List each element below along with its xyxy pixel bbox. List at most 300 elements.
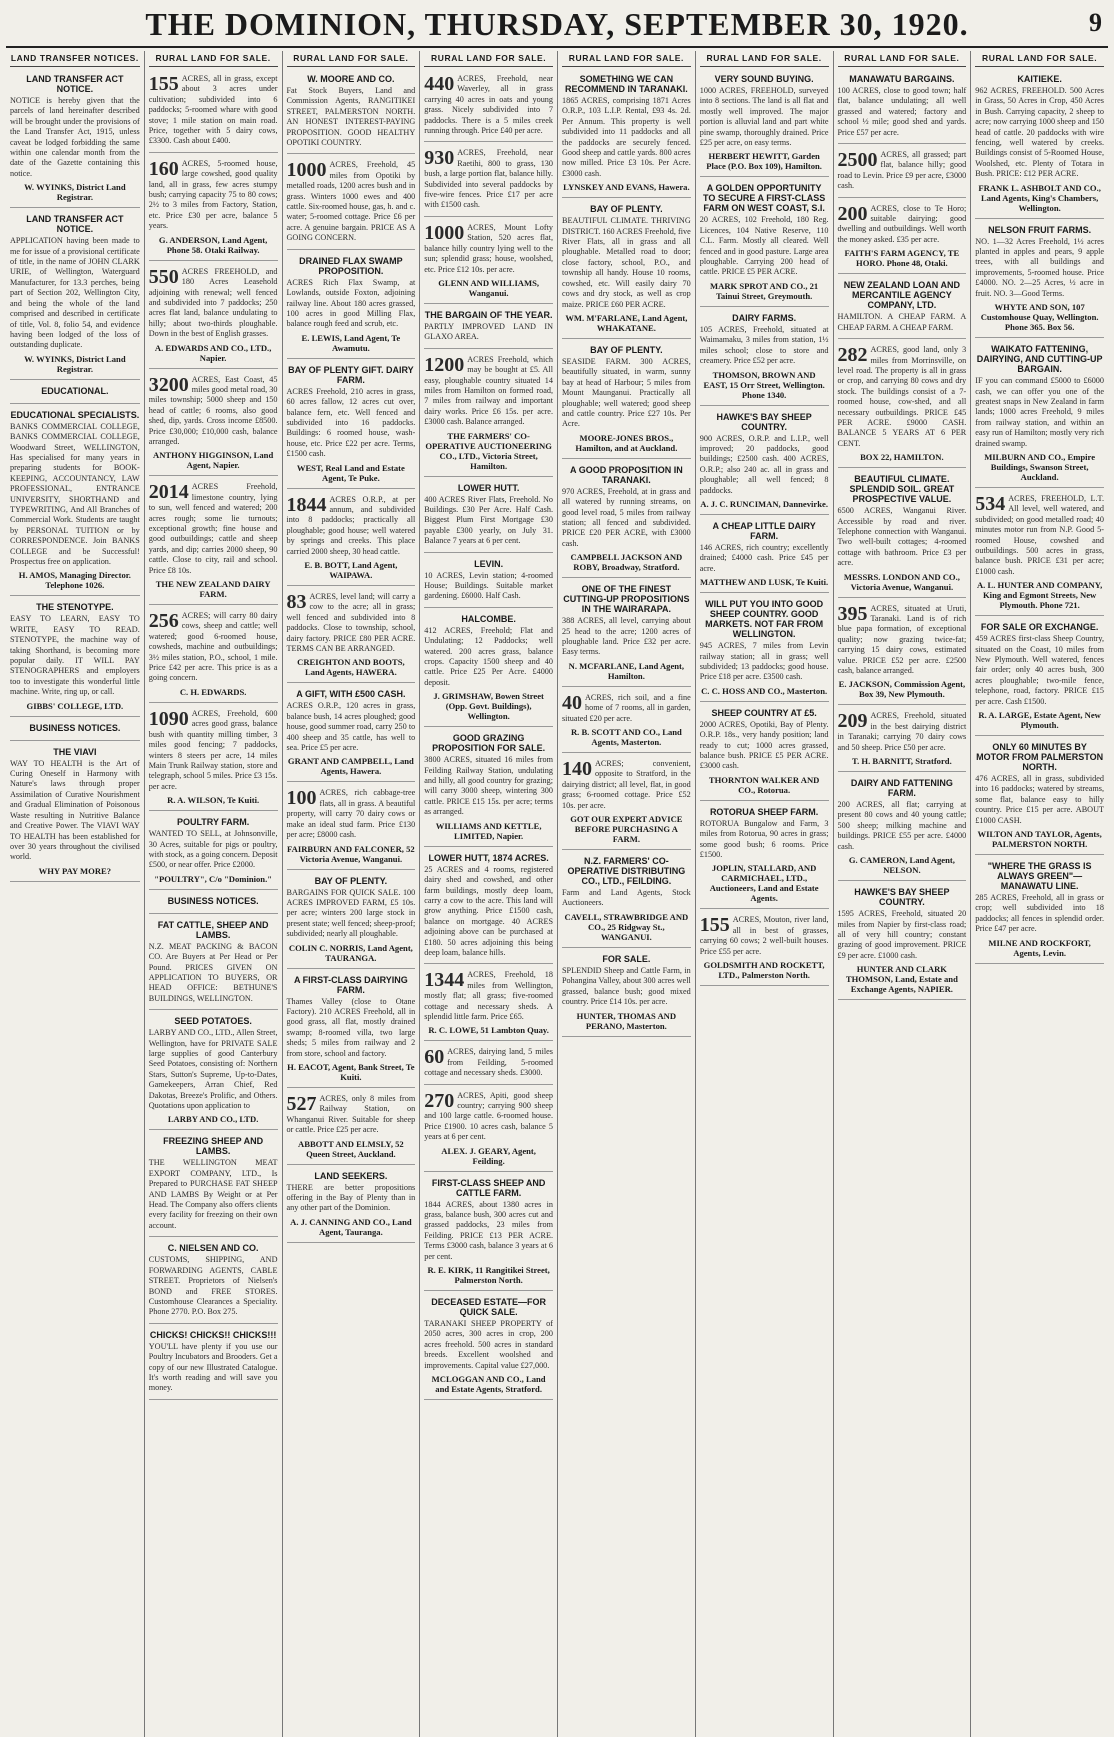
ad-body-text: ACRES, Freehold, 45 miles from Opotiki by metalled roads, 1200 acres bush and in grass. Winters 1000 ewes and 400 cattle. Six-roomed house, gas, h. and c. water; 5-roomed cottage. Price £6 per acre. A genuine bargain. PRICE AS A GOING CONCERN. <box>286 160 416 243</box>
ad-body <box>700 434 829 496</box>
ad-acreage-number: 1090 <box>148 707 189 730</box>
ad-signature: CREIGHTON AND BOOTS, Land Agents, HAWERA. <box>297 657 405 678</box>
ad-body <box>838 204 967 246</box>
ad-body-text: ACRES, all in grass, except about 3 acres under cultivation; subdivided into 6 paddocks; 5-roomed whare with good stove; 1 mile station on main road. Price, together with 5 dairy cows, £3300. Cash about £400. <box>148 74 278 146</box>
ad-signature: C. C. HOSS AND CO., Masterton. <box>701 685 828 696</box>
ad-title: HAWKE'S BAY SHEEP COUNTRY. <box>854 887 950 908</box>
classified-ad <box>700 409 829 515</box>
classified-ad <box>838 471 967 597</box>
ad-signature: WILLIAMS AND KETTLE, LIMITED, Napier. <box>435 820 542 841</box>
column-8 <box>970 51 1108 1737</box>
ad-body-text: ACRES FREEHOLD, and 180 Acres Leasehold adjoining with renewal; well fenced and subdivided into 7 paddocks; 250 acres flat land, balance undulating to hilly; about two-thirds ploughable. Down in the best of English grasses. <box>148 266 278 339</box>
ad-signature: MILNE AND ROCKFORT, Agents, Levin. <box>988 937 1091 958</box>
ad-signature: ALEX. J. GEARY, Agent, Feilding. <box>441 1145 536 1166</box>
ad-body <box>700 819 829 861</box>
ad-signature: WEST, Real Land and Estate Agent, Te Puke. <box>296 462 405 483</box>
classified-ad <box>700 310 829 406</box>
ad-title: SHEEP COUNTRY AT £5. <box>711 707 817 718</box>
ad-body-text: ACRES, dairying land, 5 miles from Feilding, 5-roomed cottage and necessary sheds. £3000. <box>424 1047 553 1078</box>
ad-body-text: 25 ACRES and 4 rooms, registered dairy shed and cowshed, and other farm buildings, mostly deep loam, carry a cow to the acre. This land will grow anything. Price £1500 cash, balance on mortgage. 40 ACRES adjoining above can be purchased at £180. 50 acres adjoining this being deep loam, balance hills. <box>424 864 553 957</box>
classified-ad <box>838 884 967 1000</box>
ad-body <box>562 487 691 549</box>
ad-body <box>149 942 278 1004</box>
classified-ad <box>562 342 691 459</box>
page-number: 9 <box>1089 8 1102 37</box>
classified-ad <box>424 611 553 727</box>
ad-body <box>562 966 691 1008</box>
classified-ad <box>287 589 416 683</box>
ad-body-text: PARTLY IMPROVED LAND IN GLAXO AREA. <box>424 321 553 342</box>
ad-acreage-number: 200 <box>837 202 868 225</box>
ad-body <box>10 759 140 863</box>
ad-title: KAITIEKE. <box>1017 74 1062 84</box>
ad-signature: W. WYINKS, District Land Registrar. <box>24 182 126 203</box>
ad-body <box>287 278 416 330</box>
ad-body <box>287 495 416 557</box>
ad-body <box>562 96 691 179</box>
ad-body-text: ACRES, Freehold, 18 miles from Wellington, mostly flat; all grass; five-roomed cottage and necessary sheds. A splendid little farm. Price £65. <box>424 970 553 1021</box>
classified-ad <box>287 1168 416 1243</box>
ad-body-text: 476 ACRES, all in grass, subdivided into 16 paddocks; watered by streams, some flat, balance easy to hilly country. Price £15 per acre. ABOUT £1000 CASH. <box>975 774 1104 825</box>
ad-body <box>700 915 829 957</box>
ad-body <box>700 641 829 683</box>
ad-signature: HERBERT HEWITT, Garden Place (P.O. Box 109), Hamilton. <box>706 151 822 172</box>
ad-body-text: ACRES Freehold, limestone country, lying to sun, well fenced and watered; 200 acres rough; some lie turnouts; exceptional growth; fine house and good outbuildings; cattle and sheep yards, and dip; carries 2000 sheep, 90 cattle. Close to city, rail and school. Price £8 10s. <box>148 482 278 575</box>
ad-signature: ABBOTT AND ELMSLY, 52 Queen Street, Auckland. <box>298 1138 404 1159</box>
ad-signature: R. C. LOWE, 51 Lambton Quay. <box>428 1025 549 1036</box>
ad-body-text: ACRES, close to Te Horo; suitable dairying; good dwelling and outbuildings. Well worth the money asked. £35 per acre. <box>837 203 967 244</box>
ad-body <box>10 422 140 568</box>
column-heading: RURAL LAND FOR SALE. <box>975 51 1104 67</box>
classified-ad <box>149 479 278 605</box>
classified-ad <box>149 1013 278 1130</box>
column-heading: RURAL LAND FOR SALE. <box>424 51 553 67</box>
ad-body <box>838 800 967 852</box>
ad-body-text: 146 ACRES, rich country; excellently drained; £4000 cash. Price £45 per acre. <box>699 542 829 573</box>
ad-body <box>287 592 416 654</box>
column-7 <box>833 51 971 1737</box>
ad-signature: MOORE-JONES BROS., Hamilton, and at Auckland. <box>575 432 678 453</box>
column-heading: RURAL LAND FOR SALE. <box>700 51 829 67</box>
classified-ad <box>287 785 416 869</box>
ad-title: THE STENOTYPE. <box>36 602 114 613</box>
ad-body-text: 100 ACRES, close to good town; half flat, balance undulating; all well grassed and watered; factory and school ½ mile; good shed and yards. Price £57 per acre. <box>837 86 967 137</box>
ad-body <box>149 159 278 232</box>
ad-signature: GOLDSMITH AND ROCKETT, LTD., Palmerston North. <box>703 960 825 981</box>
classified-ad <box>10 407 140 597</box>
ad-body <box>424 970 553 1022</box>
ad-title: FREEZING SHEEP AND LAMBS. <box>163 1136 264 1157</box>
classified-ad <box>838 601 967 706</box>
ad-signature: R. A. WILSON, Te Kuiti. <box>167 795 260 806</box>
classified-ad <box>149 814 278 890</box>
ad-body-text: ACRES, situated at Uruti, Taranaki. Land is of rich blue papa formation, of exceptional quality; now grazing twice-fat; carrying 15 dairy cows, estimated value. PRICE £52 per acre. £2500 cash, balance arranged. <box>837 603 967 676</box>
classified-ad <box>975 739 1104 855</box>
ad-body <box>700 720 829 772</box>
ad-title: W. MOORE AND CO. <box>307 74 395 84</box>
ad-body <box>838 345 967 449</box>
ad-title: HAWKE'S BAY SHEEP COUNTRY. <box>716 411 812 432</box>
classified-ad <box>149 264 278 369</box>
classified-ad <box>562 71 691 198</box>
ad-body-text: 10 ACRES, Levin station; 4-roomed House; Buildings. Suitable market gardening. £6000. Half Cash. <box>424 570 553 601</box>
ad-title: FIRST-CLASS SHEEP AND CATTLE FARM. <box>431 1177 546 1198</box>
ad-title: LAND TRANSFER ACT NOTICE. <box>26 214 124 235</box>
ad-body <box>424 148 553 210</box>
ad-body-text: Farm and Land Agents, Stock Auctioneers. <box>562 888 691 908</box>
ad-body-text: THERE are better propositions offering in the Bay of Plenty than in any other part of the Dominion. <box>286 1182 416 1213</box>
ad-body-text: BANKS COMMERCIAL COLLEGE, BANKS COMMERCIAL COLLEGE, Woodward Street, WELLINGTON, Has specialised for many years in preparing students for BOOK-KEEPING, ACCOUNTANCY, LAW PROFESSIONAL, ENTRANCE UNIVERSITY, SHORTHAND and TYPEWRITING, And All Branches of Commercial Work. Students are taught by PERSONAL TUITION or by CORRESPONDENCE. Join BANKS COLLEGE and be Successful! Prospectus free on application. <box>10 421 140 566</box>
ad-acreage-number: 1844 <box>286 493 327 516</box>
ad-body-text: THE WELLINGTON MEAT EXPORT COMPANY, LTD., Is Prepared to PURCHASE FAT SHEEP AND LAMBS By Weight or at Per Head. The Company also offers clients every facility for freezing on their own account. <box>148 1158 278 1230</box>
classified-ad <box>562 201 691 339</box>
column-heading: RURAL LAND FOR SALE. <box>838 51 967 67</box>
ad-body-text: 6500 ACRES, Wanganui River. Accessible by road and river. Telephone connection with Wanganui. Two well-built cottages; 4-roomed cottage with bathroom. Price £3 per acre. <box>837 506 967 568</box>
ad-signature: LYNSKEY AND EVANS, Hawera. <box>563 182 690 193</box>
ad-title: A FIRST-CLASS DAIRYING FARM. <box>293 974 408 995</box>
ad-title: "WHERE THE GRASS IS ALWAYS GREEN"—MANAWATU LINE. <box>987 861 1092 892</box>
classified-ad <box>700 180 829 306</box>
ad-title: ONLY 60 MINUTES BY MOTOR FROM PALMERSTON NORTH. <box>976 742 1104 773</box>
ad-body <box>10 96 140 179</box>
newspaper-title: THE DOMINION, THURSDAY, SEPTEMBER 30, 1920. <box>145 6 969 42</box>
ad-signature: WHYTE AND SON, 107 Customhouse Quay, Wellington. Phone 365. Box 56. <box>980 302 1099 333</box>
classified-ad <box>149 893 278 914</box>
classified-ad <box>975 619 1104 736</box>
ad-signature: J. GRIMSHAW, Bowen Street (Opp. Govt. Buildings), Wellington. <box>433 691 544 722</box>
ad-body <box>838 604 967 677</box>
ad-body <box>838 312 967 333</box>
classified-ad <box>10 744 140 882</box>
classified-ad <box>700 804 829 910</box>
ad-signature: WHY PAY MORE? <box>38 865 112 876</box>
ad-title: BAY OF PLENTY. <box>590 344 663 355</box>
ad-body-text: WANTED TO SELL, at Johnsonville, 30 Acres, suitable for pigs or poultry, with stock, as a going concern. Deposit £500, or near offer. Price £2000. <box>148 829 278 870</box>
ad-body <box>287 160 416 243</box>
ad-body <box>838 506 967 568</box>
ad-body-text: 285 ACRES, Freehold, all in grass or crop; well subdivided into 18 paddocks; all fences in splendid order. Price £47 per acre. <box>975 893 1104 934</box>
ad-acreage-number: 930 <box>424 147 455 170</box>
classified-ad <box>10 383 140 404</box>
ad-body <box>149 1255 278 1317</box>
ad-body <box>149 1342 278 1394</box>
ad-body-text: ACRES, good land, only 3 miles from Morrinsville, on level road. The property is all in grass or crop, and carrying 80 cows and dry stock. The buildings consist of a 7-roomed house, cow-shed, and all necessary outbuildings. PRICE £45 PER ACRE. £9000 CASH. BALANCE 5 YEARS AT 6 PER CENT. <box>837 345 967 448</box>
ad-title: NEW ZEALAND LOAN AND MERCANTILE AGENCY COMPANY, LTD. <box>843 280 960 311</box>
ad-body <box>287 1094 416 1136</box>
ad-body <box>562 888 691 909</box>
classified-ad <box>424 1294 553 1400</box>
ad-title: FAT CATTLE, SHEEP AND LAMBS. <box>157 919 269 940</box>
ad-body <box>424 322 553 343</box>
ad-body <box>287 701 416 753</box>
ad-title: SEED POTATOES. <box>174 1016 252 1027</box>
ad-body-text: 20 ACRES, 102 Freehold, 180 Reg. Licences, 104 Native Reserve, 110 C.L. Farm. Mostly all cleared. Well fenced and in good pasture. Large area ploughable. Carrying 200 head of cattle. PRICE £5 PER ACRE. <box>699 215 829 277</box>
ad-body-text: APPLICATION having been made to me for issue of a provisional certificate of title, in the name of JOHN CLARK URIE, of Wellington, Waterguard Manufacturer, for 13.3 perches, being part of Section 202, Wellington City, and being the whole of the land comprised and described in certificate of title, Vol. 8, folio 54, and evidence having been lodged of the loss of outstanding duplicate. <box>10 236 140 350</box>
ad-signature: WM. M'FARLANE, Land Agent, WHAKATANE. <box>565 312 688 333</box>
ad-body <box>975 634 1104 707</box>
ad-signature: R. B. SCOTT AND CO., Land Agents, Masterton. <box>570 727 682 748</box>
classified-ad <box>287 253 416 359</box>
ad-signature: G. CAMERON, Land Agent, NELSON. <box>848 855 955 876</box>
ad-title: WAIKATO FATTENING, DAIRYING, AND CUTTING-UP BARGAIN. <box>976 344 1103 375</box>
classified-ad <box>149 608 278 703</box>
ad-signature: C. H. EDWARDS. <box>179 686 247 697</box>
ad-body <box>562 357 691 430</box>
ad-signature: BOX 22, HAMILTON. <box>860 452 944 463</box>
ad-signature: R. A. LARGE, Estate Agent, New Plymouth. <box>978 710 1101 731</box>
ad-body <box>700 215 829 277</box>
ad-acreage-number: 440 <box>424 73 455 95</box>
ad-signature: G. ANDERSON, Land Agent, Phone 58. Otaki Railway. <box>158 234 268 255</box>
ad-acreage-number: 2500 <box>837 149 878 172</box>
ad-body-text: YOU'LL have plenty if you use our Poultry Incubators and Brooders. Get a copy of our new Illustrated Catalogue. It's worth reading and will save you money. <box>148 1341 278 1393</box>
ad-title: MANAWATU BARGAINS. <box>849 74 955 84</box>
ad-signature: COLIN C. NORRIS, Land Agent, TAURANGA. <box>288 942 413 963</box>
ad-body <box>424 223 553 275</box>
ad-title: ROTORUA SHEEP FARM. <box>709 806 819 817</box>
classified-ad <box>424 556 553 608</box>
ad-acreage-number: 60 <box>424 1046 445 1069</box>
classified-ad <box>287 686 416 782</box>
ad-signature: MATTHEW AND LUSK, Te Kuiti. <box>700 577 829 588</box>
ad-body-text: 2000 ACRES, Opotiki, Bay of Plenty. O.R.P. 18s., very handy position; land ready to cut; 1000 acres grassed, balance bush. PRICE £5 PER ACRE. £3000 cash. <box>699 719 829 771</box>
classified-ad <box>424 220 553 304</box>
classified-ad <box>838 342 967 468</box>
ad-body-text: CUSTOMS, SHIPPING, AND FORWARDING AGENTS, CABLE STREET. Proprietors of Nielsen's BOND and FREE STORES. Customhouse Clearances a Speciality. Phone 2770. P.O. Box 275. <box>148 1255 278 1317</box>
ad-title: A GOOD PROPOSITION IN TARANAKI. <box>570 464 683 485</box>
ad-acreage-number: 100 <box>286 787 317 810</box>
classified-ad <box>287 362 416 489</box>
ad-body-text: HAMILTON. A CHEAP FARM. A CHEAP FARM. A CHEAP FARM. <box>837 312 967 332</box>
classified-ad <box>149 156 278 261</box>
classified-ad <box>424 967 553 1041</box>
ad-title: BAY OF PLENTY. <box>314 875 388 886</box>
classified-ad <box>424 1044 553 1084</box>
ad-title: EDUCATIONAL. <box>41 385 109 396</box>
classified-ad <box>838 775 967 881</box>
ad-body <box>424 355 553 428</box>
classified-ad <box>10 71 140 208</box>
ad-acreage-number: 527 <box>286 1092 317 1115</box>
ad-title: DRAINED FLAX SWAMP PROPOSITION. <box>299 255 403 276</box>
ad-body-text: SEASIDE FARM. 300 ACRES, beautifully situated, in warm, sunny bay at head of Harbour; 5 miles from Mount Maunganui. Practically all ploughable; well watered; good sheep and cattle country. Price £27 10s. Per Acre. <box>562 356 691 429</box>
ad-signature: A. J. C. RUNCIMAN, Dannevirke. <box>700 498 828 509</box>
ad-signature: HUNTER AND CLARK THOMSON, Land, Estate and Exchange Agents, NAPIER. <box>845 964 958 995</box>
ad-body-text: ACRES Freehold, 210 acres in grass, 60 acres fallow, 12 acres cut over, balance fern, etc. Well fenced and subdivided into 16 paddocks. Buildings: 6 roomed house, wash-house, etc. Price £22 per acre. Terms, £1500 cash. <box>286 386 416 459</box>
classified-ad <box>424 1088 553 1172</box>
ad-body-text: 3800 ACRES, situated 16 miles from Feilding Railway Station, undulating and hilly, all good country for grazing; will carry 3000 sheep, wintering 300 cattle. PRICE £15 15s. per acre; terms as arranged. <box>424 755 553 817</box>
ad-title: EDUCATIONAL SPECIALISTS. <box>10 409 140 420</box>
ad-signature: THOMSON, BROWN AND EAST, 15 Orr Street, Wellington. Phone 1340. <box>703 369 825 400</box>
classified-ad <box>149 917 278 1010</box>
classified-ad <box>424 730 553 846</box>
ad-body-text: ACRES, Freehold, situated in the best dairying district in Taranaki; carrying 70 dairy cows and 50 sheep. Price £50 per acre. <box>837 711 967 752</box>
ad-body-text: BARGAINS FOR QUICK SALE. 100 ACRES IMPROVED FARM, £5 10s. per acre; winters 200 large stock in present state; well fenced; sheep-proof; subdivided; nearly all ploughable. <box>286 887 416 939</box>
ad-body <box>287 387 416 460</box>
ad-body-text: ACRES, East Coast, 45 miles good metal road, 30 miles township; 5000 sheep and 150 head of cattle; 6 rooms, also good shed, dip, yards. Cross income £8500. Price £30,000; £10,000 cash, balance arranged. <box>148 374 278 446</box>
ad-acreage-number: 40 <box>562 691 582 714</box>
ad-signature: THE NEW ZEALAND DAIRY FARM. <box>155 579 271 600</box>
ad-body <box>424 1319 553 1371</box>
classified-ad <box>287 1091 416 1165</box>
ad-acreage-number: 534 <box>975 492 1006 515</box>
ad-acreage-number: 1200 <box>424 353 465 376</box>
classified-ad <box>975 341 1104 488</box>
ad-body-text: 900 ACRES, O.R.P. and L.I.P., well improved; 20 paddocks, good buildings; £2500 cash. 400 ACRES, O.R.P.; also 240 ac. all in grass and ploughable; all well fenced; 8 paddocks. <box>699 433 829 495</box>
ad-body <box>562 759 691 811</box>
ad-signature: W. WYINKS, District Land Registrar. <box>24 353 126 374</box>
ad-body-text: NOTICE is hereby given that the parcels of land hereinafter described will be brought under the provisions of the Land Transfer Act, 1915, unless caveat be lodged forbidding the same within one calendar month from the date of the Gazette containing this notice. <box>10 96 140 178</box>
ad-title: DECEASED ESTATE—FOR QUICK SALE. <box>431 1297 546 1318</box>
column-4 <box>419 51 557 1737</box>
ad-body <box>562 693 691 724</box>
ad-body-text: BEAUTIFUL CLIMATE. THRIVING DISTRICT. 160 ACRES Freehold, five River Flats, all in grass and all ploughable. Metalled road to door; close factory, school, P.O., and township all handy. House 10 rooms, cowshed, etc. Will easily dairy 70 cows and dry stock, as well as crop maize. PRICE £60 PER ACRE. <box>562 216 691 309</box>
classified-ad <box>424 480 553 553</box>
ad-body-text: N.Z. MEAT PACKING & BACON CO. Are Buyers at Per Head or Per Pound. PRICES GIVEN ON APPLICATION TO BUYERS, OR HEAD OFFICE: BETHUNE'S BUILDINGS, WELLINGTON. <box>148 941 278 1003</box>
ad-title: C. NIELSEN AND CO. <box>167 1243 259 1254</box>
ad-body-text: 200 ACRES, all flat; carrying at present 80 cows and 40 young cattle; 500 sheep; milking machine and buildings. PRICE £55 per acre. £4000 cash. <box>837 800 967 851</box>
ad-acreage-number: 256 <box>148 610 179 633</box>
classified-ad <box>838 708 967 772</box>
ad-body-text: 1595 ACRES, Freehold, situated 20 miles from Napier by first-class road; all of very hill country; constant grazing of good improvement. PRICE £9 per acre. £1000 cash. <box>837 909 967 960</box>
column-heading: RURAL LAND FOR SALE. <box>562 51 691 67</box>
ad-signature: MCLOGGAN AND CO., Land and Estate Agents, Stratford. <box>431 1374 546 1395</box>
ad-body-text: ACRES Rich Flax Swamp, at Lowlands, outside Foxton, adjoining railway line. About 180 acres grassed, 100 acres in good Milling Flax, balance rough feed and scrub, etc. <box>286 277 416 329</box>
classified-ad <box>975 71 1104 219</box>
classified-ad <box>838 71 967 144</box>
ad-acreage-number: 3200 <box>148 373 189 396</box>
ad-signature: FAITH'S FARM AGENCY, TE HORO. Phone 48, Otaki. <box>844 248 960 269</box>
ad-body <box>562 616 691 658</box>
ad-signature: MARK SPROT AND CO., 21 Tainui Street, Greymouth. <box>710 280 819 301</box>
ad-body-text: 459 ACRES first-class Sheep Country, situated on the Coast, 10 miles from New Plymouth. Well watered, fences fair order; only 40 acres bush, 300 acres ploughable; two-mile fence, telephone, road, factory. PRICE £15 per acre. Cash £1500. <box>975 634 1104 706</box>
classified-ad <box>149 706 278 811</box>
ad-signature: FAIRBURN AND FALCONER, 52 Victoria Avenue, Wanganui. <box>287 843 415 864</box>
ad-signature: H. AMOS, Managing Director. Telephone 1026. <box>18 570 131 591</box>
ad-signature: THE FARMERS' CO-OPERATIVE AUCTIONEERING CO., LTD., Victoria Street, Hamilton. <box>425 430 552 471</box>
ad-body <box>287 997 416 1059</box>
ad-body-text: LARBY AND CO., LTD., Allen Street, Wellington, have for PRIVATE SALE large supplies of good Canterbury Seed Potatoes, consisting of: Northern Stars, Sutton's Supreme, Up-to-Dates, Gamekeepers, Arran Chief, Red Dakotas, Breeze's Prolific, and Others. Quotations upon application to <box>148 1028 278 1111</box>
masthead <box>6 4 1108 48</box>
ad-title: SOMETHING WE CAN RECOMMEND IN TARANAKI. <box>564 74 688 94</box>
column-heading: LAND TRANSFER NOTICES. <box>10 51 140 67</box>
ad-body-text: 1000 ACRES, FREEHOLD, surveyed into 8 sections. The land is all flat and mostly well improved. The major portion is alluvial land and part white pine swamp, thoroughly drained. Price £25 per acre, on easy terms. <box>699 86 829 148</box>
ad-body-text: ACRES, Freehold, near Raetihi, 800 to grass, 130 bush, a large portion flat, balance hilly. Subdivided into several paddocks by five-wire fences. Price £17 per acre with £1500 cash. <box>424 148 553 210</box>
ad-acreage-number: 160 <box>148 157 179 180</box>
ad-body <box>424 1091 553 1143</box>
ad-body <box>287 788 416 840</box>
column-3 <box>282 51 420 1737</box>
classified-ad <box>975 491 1104 616</box>
ad-body <box>149 829 278 871</box>
ad-body <box>149 611 278 684</box>
ad-body <box>287 888 416 940</box>
classified-ad <box>149 1240 278 1323</box>
classified-ad <box>838 201 967 275</box>
classified-ad <box>424 71 553 142</box>
ad-body <box>424 495 553 547</box>
ad-body-text: ACRES; convenient, opposite to Stratford, in the dairying district; all level, flat, in good grass; 6-roomed cottage. Price £52 10s. per acre. <box>562 759 691 810</box>
ad-body-text: ACRES, Apiti, good sheep country; carrying 900 sheep and 100 large cattle. 6-roomed house. Price £1900. 10 acres cash, balance 5 years at 6 per cent. <box>424 1090 553 1142</box>
classified-ad <box>700 705 829 801</box>
ad-body-text: SPLENDID Sheep and Cattle Farm, in Pohangina Valley, about 300 acres well grassed, balance bush; good mixed country. Price £14 10s. per acre. <box>562 965 691 1007</box>
ad-body <box>149 1158 278 1231</box>
ad-title: BAY OF PLENTY. <box>590 204 663 215</box>
classified-ad <box>562 951 691 1037</box>
ad-signature: A. EDWARDS AND CO., LTD., Napier. <box>154 342 272 363</box>
classified-ad <box>10 720 140 741</box>
ad-body-text: ACRES, rich cabbage-tree flats, all in grass. A beautiful property, will carry 70 dairy cows or make an ideal stud farm. Price £130 per acre; £8000 cash. <box>286 788 416 840</box>
ad-body-text: ACRES, Mount Lofty Station, 520 acres flat, balance hilly country lying well to the sun; splendid grass; house, woolshed, etc. Price £12 10s. per acre. <box>424 222 553 274</box>
ad-body-text: ACRES, level land; will carry a cow to the acre; all in grass; well fenced and subdivided into 8 paddocks. Close to township, school, dairy factory. PRICE £80 PER ACRE. TERMS CAN BE ARRANGED. <box>286 592 416 654</box>
ad-body-text: ACRES, FREEHOLD, L.T. All level, well watered, and subdivided; on good metalled road; 40 minutes motor run from N.P. Good 5-roomed House, cowshed and outbuildings. 500 acres in grass, balance bush. PRICE £31 per acre; £1000 cash. <box>975 493 1104 576</box>
ad-title: THE VIAVI <box>53 746 97 757</box>
ad-body-text: ACRES, rich soil, and a fine home of 7 rooms, all in garden, situated £20 per acre. <box>562 692 691 723</box>
column-heading: RURAL LAND FOR SALE. <box>149 51 278 67</box>
ad-body-text: ACRES O.R.P., at per annum, and subdivided into 8 paddocks; practically all ploughable; good house; well watered by springs and creeks. This place carried 2000 sheep, 30 head cattle. <box>286 494 416 556</box>
classified-ad <box>562 756 691 850</box>
classified-ad <box>424 352 553 477</box>
classified-ad <box>424 1175 553 1291</box>
ad-acreage-number: 270 <box>424 1089 455 1112</box>
ad-title: THE BARGAIN OF THE YEAR. <box>424 309 553 320</box>
ad-title: BAY OF PLENTY GIFT. DAIRY FARM. <box>288 364 414 385</box>
ad-body <box>287 1183 416 1214</box>
ad-signature: ANTHONY HIGGINSON, Land Agent, Napier. <box>152 450 274 471</box>
classified-ad <box>700 71 829 177</box>
ad-signature: JOPLIN, STALLARD, AND CARMICHAEL, LTD., Auctioneers, Land and Estate Agents. <box>709 863 819 904</box>
ad-acreage-number: 155 <box>699 914 730 937</box>
ad-acreage-number: 550 <box>148 265 179 288</box>
ad-signature: GOT OUR EXPERT ADVICE BEFORE PURCHASING A FARM. <box>570 814 683 845</box>
ad-signature: FRANK L. ASHBOLT AND CO., Land Agents, King's Chambers, Wellington. <box>978 182 1101 213</box>
ad-signature: CAVELL, STRAWBRIDGE AND CO., 25 Ridgway St., WANGANUI. <box>564 911 689 942</box>
columns <box>6 51 1108 1737</box>
ad-signature: CAMPBELL JACKSON AND ROBY, Broadway, Stratford. <box>570 552 683 573</box>
ad-body-text: ACRES, Freehold, near Waverley, all in grass carrying 40 acres in oats and young grass. Nicely subdivided into 7 paddocks. There is a 5 miles creek running through. Price £40 per acre. <box>424 74 553 136</box>
classified-ad <box>287 972 416 1088</box>
ad-signature: E. JACKSON, Commission Agent, Box 39, New Plymouth. <box>838 679 966 700</box>
ad-body <box>838 86 967 138</box>
ad-body-text: NO. 1—32 Acres Freehold, 1½ acres planted in apples and pears, 9 apple trees, with all buildings and improvements, 5-roomed house. Price £4000. NO. 2—25 Acres, ½ acre in fruit. NO. 3—Good Terms. <box>975 236 1104 298</box>
ad-signature: GRANT AND CAMPBELL, Land Agents, Hawera. <box>287 756 414 777</box>
ad-body <box>975 237 1104 299</box>
classified-ad <box>562 462 691 578</box>
ad-body <box>975 376 1104 449</box>
column-6 <box>695 51 833 1737</box>
ad-body <box>700 543 829 574</box>
classified-ad <box>975 222 1104 338</box>
classified-ad <box>700 596 829 702</box>
ad-title: LAND SEEKERS. <box>314 1170 388 1181</box>
ad-signature: A. L. HUNTER AND COMPANY, King and Egmont Streets, New Plymouth. Phone 721. <box>976 580 1103 611</box>
ad-signature: E. LEWIS, Land Agent, Te Awamutu. <box>301 332 401 353</box>
ad-body-text: ACRES, only 8 miles from Railway Station, on Whanganui River. Suitable for sheep or cattle. Price £25 per acre. <box>286 1093 416 1135</box>
column-heading: RURAL LAND FOR SALE. <box>287 51 416 67</box>
classified-ad <box>562 690 691 753</box>
classified-ad <box>287 873 416 969</box>
classified-ad <box>424 307 553 349</box>
ad-body-text: WAY TO HEALTH is the Art of Curing Oneself in Harmony with Nature's laws through proper Assimilation of Curative Nourishment and Gradual Elimination of Poisonous Waste resulting in Nutritive Balance and Creative Power. The VIAVI WAY TO HEALTH has been established for over 30 years throughout the civilised world. <box>10 758 140 862</box>
ad-body <box>149 74 278 147</box>
classified-ad <box>10 211 140 379</box>
ad-body <box>838 150 967 192</box>
ad-title: DAIRY AND FATTENING FARM. <box>850 778 953 799</box>
ad-signature: HUNTER, THOMAS AND PERANO, Masterton. <box>576 1010 677 1031</box>
ad-signature: T. H. BARNITT, Stratford. <box>852 756 952 767</box>
classified-ad <box>424 145 553 216</box>
ad-acreage-number: 83 <box>286 591 307 613</box>
